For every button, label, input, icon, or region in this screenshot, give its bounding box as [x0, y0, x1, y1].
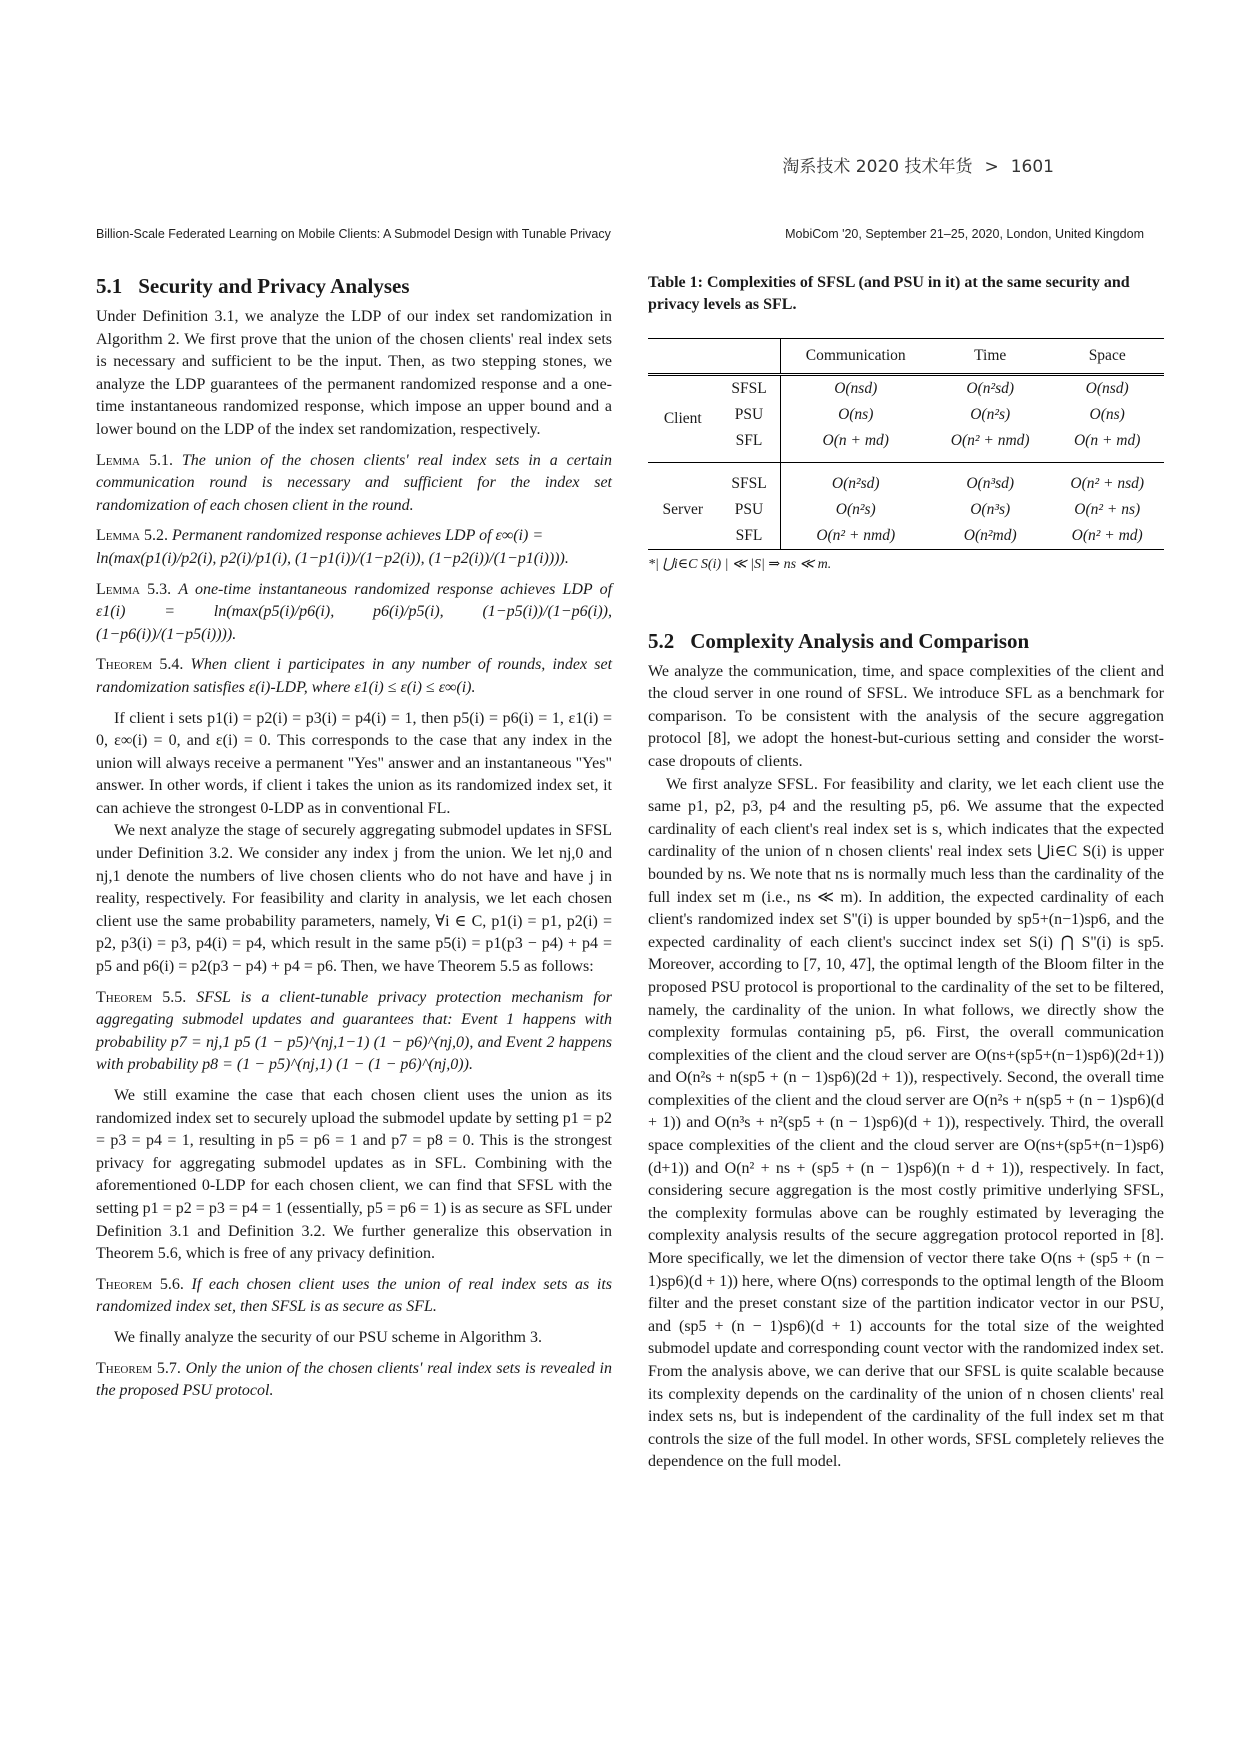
paragraph: We still examine the case that each chosen client uses the union as its randomized index set to securely upload the submodel update by setting p1 = p2 = p3 = p4 = 1, resulting in p5 = p6 = 1 and p7 = p8 = 0. This is the strongest privacy for aggregating submodel updates as in SFL. Combining with the aforementioned 0-LDP for each chosen client, we can find that SFSL with the setting p1 = p2 = p3 = p4 = 1 (essentially, p5 = p6 = 1) is as secure as SFL under Definition 3.1 and Definition 3.2. We further generalize this observation in Theorem 5.6, which is free of any privacy definition. — [96, 1087, 612, 1263]
page-number: 1601 — [1010, 157, 1054, 177]
paragraph: We analyze the communication, time, and space complexities of the client and the cloud server in one round of SFSL. We introduce SFL as a benchmark for comparison. To be consistent with the analysis of the secure aggregation protocol [8], we adopt the honest-but-curious setting and consider the worst-case dropouts of clients. — [648, 662, 1164, 770]
theorem-text: When client i participates in any number of rounds, index set randomization satisfies ε(i)-LDP, where ε1(i) ≤ ε(i) ≤ ε∞(i). — [96, 656, 613, 696]
table-column-header: Space — [1088, 347, 1126, 364]
table-row-label: PSU — [718, 497, 781, 523]
table-group-label: Client — [663, 410, 702, 427]
table-cell: O(n² + md) — [1071, 527, 1143, 544]
table-cell: O(n²sd) — [966, 380, 1015, 397]
table-cell: O(n²md) — [963, 527, 1017, 544]
theorem-5-7 — [96, 1358, 612, 1403]
lemma-label: Lemma 5.3. — [96, 580, 172, 598]
table-cell: O(ns) — [1089, 406, 1125, 423]
table-caption: Table 1: Complexities of SFSL (and PSU in it) at the same security and privacy levels as SFL. — [648, 274, 1130, 313]
table-row — [648, 497, 1164, 523]
theorem-text: SFSL is a client-tunable privacy protection mechanism for aggregating submodel updates and guarantees that: Event 1 happens with probability p7 = nj,1 p5 (1 − p5)^(nj,1−1) (1 − p6)^(nj,0), and Event 2 happens with probability p8 = (1 − p5)^(nj,1) (1 − (1 − p6)^(nj,0)). — [96, 988, 613, 1074]
table-row-label: SFSL — [718, 375, 781, 403]
table-row — [648, 402, 1164, 428]
page-banner — [782, 152, 1054, 177]
lemma-formula: ln(max(p1(i)/p2(i), p2(i)/p1(i), (1−p1(i))/(1−p2(i)), (1−p2(i))/(1−p1(i)))). — [96, 549, 569, 567]
lemma-text: A one-time instantaneous randomized response achieves LDP of ε1(i) = ln(max(p5(i)/p6(i), p6(i)/p5(i), (1−p5(i))/(1−p6(i)), (1−p6(i))/(1−p5(i)))). — [96, 580, 613, 643]
complexity-table — [648, 338, 1164, 550]
table-cell: O(n²sd) — [831, 475, 880, 492]
table-column-header: Time — [974, 347, 1007, 364]
table-row — [648, 375, 1164, 403]
table-cell: O(ns) — [838, 406, 874, 423]
theorem-label: Theorem 5.4. — [96, 656, 184, 674]
section-title: Security and Privacy Analyses — [138, 274, 410, 298]
left-column — [96, 272, 612, 1403]
table-row — [648, 523, 1164, 550]
table-cell: O(n² + nmd) — [816, 527, 896, 544]
table-cell: O(n² + ns) — [1074, 501, 1141, 518]
table-header-row — [648, 339, 1164, 375]
table-row-label: SFSL — [718, 463, 781, 498]
table-cell: O(n³s) — [970, 501, 1011, 518]
table-cell: O(n²s) — [835, 501, 876, 518]
table-header-empty — [648, 339, 718, 375]
table-row-label: SFL — [718, 428, 781, 463]
paragraph: If client i sets p1(i) = p2(i) = p3(i) = p4(i) = 1, then p5(i) = p6(i) = 1, ε1(i) = 0, ε∞(i) = 0, and ε(i) = 0. This corresponds to the case that any index in the union will always receive a permanent "Yes" answer and an instantaneous "Yes" answer. In other words, if client i takes the union as its randomized index set, it can achieve the strongest 0-LDP as in conventional FL. — [96, 709, 612, 817]
lemma-label: Lemma 5.1. — [96, 451, 173, 469]
section-number: 5.1 — [96, 274, 123, 298]
lemma-text: Permanent randomized response achieves LDP of ε∞(i) = — [172, 527, 544, 545]
running-head-venue: MobiCom '20, September 21–25, 2020, London, United Kingdom — [785, 227, 1144, 241]
lemma-5-3 — [96, 579, 612, 647]
section-title: Complexity Analysis and Comparison — [690, 628, 1030, 653]
banner-separator: > — [984, 157, 999, 177]
theorem-5-4 — [96, 654, 612, 699]
theorem-label: Theorem 5.5. — [96, 988, 187, 1006]
paragraph: We first analyze SFSL. For feasibility and clarity, we let each client use the same p1, p2, p3, p4 and the resulting p5, p6. We assume that the expected cardinality of each client's real index set is s, which indicates that the expected cardinality of the union of n chosen clients' real index sets ⋃i∈C S(i) is upper bounded by ns. We note that ns is normally much less than the cardinality of the full index set m (i.e., ns ≪ m). In addition, the expected cardinality of each client's randomized index set S''(i) is upper bounded by sp5+(n−1)sp6, and the expected cardinality of each client's succinct index set S(i) ⋂ S''(i) is sp5. Moreover, according to [7, 10, 47], the optimal length of the Bloom filter in the proposed PSU protocol is proportional to the cardinality of the set to be filtered, namely, the cardinality of the union. In what follows, we directly show the complexity formulas containing p5, p6. First, the overall communication complexities of the client and the cloud server are O(ns+(sp5+(n−1)sp6)(2d+1)) and O(n²s + n(sp5 + (n − 1)sp6)(2d + 1)), respectively. Second, the overall time complexities of the client and the cloud server are O(n²s + n(sp5 + (n − 1)sp6)(d + 1)) and O(n³s + n²(sp5 + (n − 1)sp6)(d + 1)), respectively. Third, the overall space complexities of the client and the cloud server are O(ns+(sp5+(n−1)sp6)(d+1)) and O(n² + ns + (sp5 + (n − 1)sp6)(n + d + 1)), respectively. In fact, considering secure aggregation is the most costly primitive underlying SFSL, the complexity formulas above can be roughly estimated by leveraging the complexity analysis results of the secure aggregation protocol reported in [8]. More specifically, we let the dimension of vector there take O(ns + (sp5 + (n − 1)sp6)(d + 1)) here, where O(ns) corresponds to the optimal length of the Bloom filter and the preset constant size of the partition indicator vector in our PSU, and (sp5 + (n − 1)sp6)(d + 1) accounts for the total size of the weighted submodel update and corresponding count vector with the randomized index set. From the analysis above, we can derive that our SFSL is quite scalable because its complexity depends on the cardinality of the union of n chosen clients' real index sets ns, but is independent of the cardinality of the full index set m that controls the size of the full model. In other words, SFSL completely relieves the dependence on the full model. — [648, 775, 1164, 1471]
table-cell: O(n + md) — [822, 432, 889, 449]
running-head-title: Billion-Scale Federated Learning on Mobile Clients: A Submodel Design with Tunable Privacy — [96, 227, 611, 241]
table-row — [648, 463, 1164, 498]
right-column — [648, 272, 1164, 1474]
lemma-5-2 — [96, 525, 612, 570]
theorem-text: Only the union of the chosen clients' real index sets is revealed in the proposed PSU protocol. — [96, 1359, 613, 1400]
table-footnote: *| ⋃i∈C S(i) | ≪ |S| ⇒ ns ≪ m. — [648, 557, 832, 572]
table-cell: O(n + md) — [1073, 432, 1141, 449]
table-cell: O(n² + nmd) — [950, 432, 1030, 449]
theorem-5-6 — [96, 1274, 612, 1319]
table-row-label: PSU — [718, 402, 781, 428]
lemma-5-1 — [96, 450, 612, 518]
theorem-text: If each chosen client uses the union of real index sets as its randomized index set, then SFSL is as secure as SFL. — [96, 1275, 613, 1316]
lemma-label: Lemma 5.2. — [96, 527, 168, 545]
paragraph: We next analyze the stage of securely aggregating submodel updates in SFSL under Definition 3.2. We consider any index j from the union. We let nj,0 and nj,1 denote the numbers of live chosen clients who do not have and have j in reality, respectively. For feasibility and clarity in analysis, we let each chosen client use the same probability parameters, namely, ∀i ∈ C, p1(i) = p1, p2(i) = p2, p3(i) = p3, p4(i) = p4, which result in the same p5(i) = p1(p3 − p4) + p4 = p5 and p6(i) = p2(p3 − p4) + p4 = p6. Then, we have Theorem 5.5 as follows: — [96, 822, 612, 976]
table-cell: O(n²s) — [970, 406, 1011, 423]
table-group-label: Server — [662, 501, 703, 518]
table-cell: O(nsd) — [1085, 380, 1129, 397]
table-row — [648, 428, 1164, 463]
table-cell: O(n³sd) — [966, 475, 1015, 492]
table-cell: O(nsd) — [834, 380, 878, 397]
table-column-header: Communication — [805, 347, 906, 364]
table-header-empty — [718, 339, 781, 375]
theorem-label: Theorem 5.6. — [96, 1275, 184, 1293]
theorem-label: Theorem 5.7. — [96, 1359, 181, 1377]
paragraph: Under Definition 3.1, we analyze the LDP of our index set randomization in Algorithm 2. We first prove that the union of the chosen clients' real index sets is necessary and sufficient to be the input. Then, as two stepping stones, we analyze the LDP guarantees of the permanent randomized response and a one-time instantaneous randomized response, which impose an upper bound and a lower bound on the LDP of the index set randomization, respectively. — [96, 308, 612, 438]
theorem-5-5 — [96, 987, 612, 1077]
section-heading-5-2 — [648, 627, 1164, 655]
table-cell: O(n² + nsd) — [1070, 475, 1145, 492]
paragraph: We finally analyze the security of our PSU scheme in Algorithm 3. — [114, 1328, 542, 1346]
section-heading-5-1 — [96, 272, 612, 300]
table-row-label: SFL — [718, 523, 781, 550]
lemma-text: The union of the chosen clients' real index sets in a certain communication round is necessary and sufficient for the index set randomization of each chosen client in the round. — [96, 451, 612, 514]
publication-title: 淘系技术 2020 技术年货 — [782, 157, 973, 177]
section-number: 5.2 — [648, 628, 675, 653]
